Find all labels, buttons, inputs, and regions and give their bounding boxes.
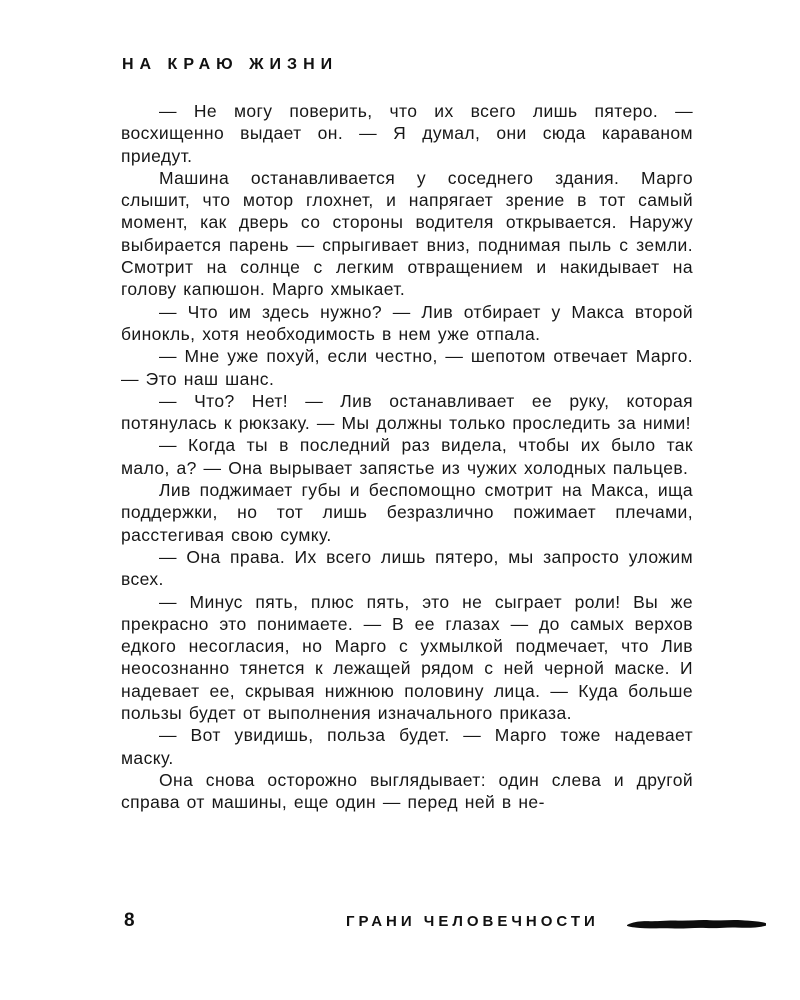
page-body: [121, 100, 693, 814]
footer-book-title: ГРАНИ ЧЕЛОВЕЧНОСТИ: [346, 913, 599, 930]
paragraph: — Минус пять, плюс пять, это не сыграет роли! Вы же прекрасно это понимаете. — В ее глазах — до самых верхов едкого несогласия, но Марго с ухмылкой подмечает, что Лив неосознанно тянется к лежащей рядом с ней черной маске. И надевает ее, скрывая нижнюю половину лица. — Куда больше пользы будет от выполнения изначального приказа.: [121, 591, 693, 724]
paragraph: Она снова осторожно выглядывает: один слева и другой справа от машины, еще один — перед ней в не-: [121, 769, 693, 813]
paragraph: — Что им здесь нужно? — Лив отбирает у Макса второй бинокль, хотя необходимость в нем уже отпала.: [121, 301, 693, 344]
paragraph: — Она права. Их всего лишь пятеро, мы запросто уложим всех.: [121, 546, 693, 590]
paragraph: — Когда ты в последний раз видела, чтобы их было так мало, а? — Она вырывает запястье из чужих холодных пальцев.: [121, 435, 693, 478]
page-footer: [0, 908, 800, 940]
paragraph: — Вот увидишь, польза будет. — Марго тоже надевает маску.: [121, 725, 693, 768]
page-number: 8: [124, 910, 135, 931]
paragraph: Лив поджимает губы и беспомощно смотрит на Макса, ища поддержки, но тот лишь безразлично пожимает плечами, расстегивая свою сумку.: [121, 480, 693, 545]
paragraph: — Мне уже похуй, если честно, — шепотом отвечает Марго. — Это наш шанс.: [121, 346, 693, 389]
running-head-title: НА КРАЮ ЖИЗНИ: [122, 56, 339, 73]
ink-brush-stroke-icon: [626, 916, 768, 932]
paragraph: Машина останавливается у соседнего здания. Марго слышит, что мотор глохнет, и напрягает зрение в тот самый момент, как дверь со стороны водителя открывается. Наружу выбирается парень — спрыгивает вниз, поднимая пыль с земли. Смотрит на солнце с легким отвращением и накидывает на голову капюшон. Марго хмыкает.: [121, 167, 693, 300]
paragraph: — Не могу поверить, что их всего лишь пятеро. — восхищенно выдает он. — Я думал, они сюда караваном приедут.: [121, 101, 693, 166]
paragraph: — Что? Нет! — Лив останавливает ее руку, которая потянулась к рюкзаку. — Мы должны только проследить за ними!: [121, 390, 693, 434]
